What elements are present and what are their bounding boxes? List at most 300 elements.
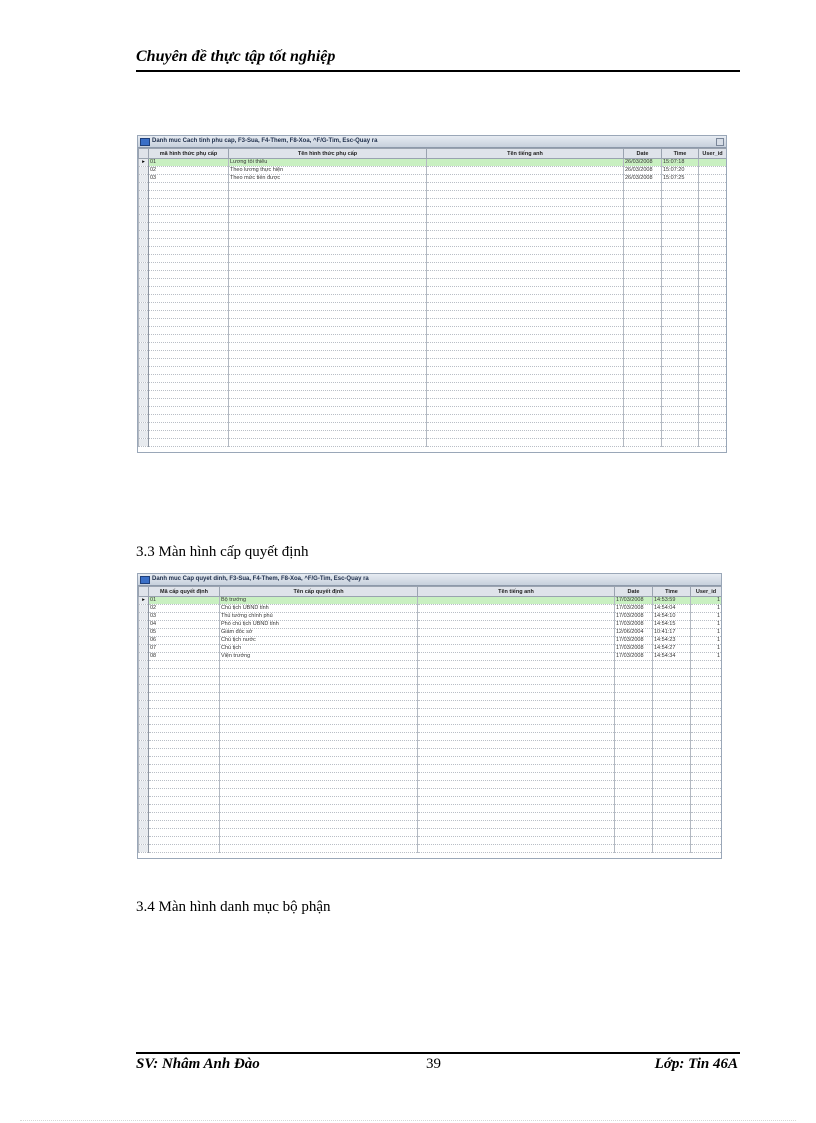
cell-name[interactable]: [220, 781, 418, 789]
table-row[interactable]: [139, 335, 727, 343]
row-indicator[interactable]: [139, 327, 149, 335]
cell-english[interactable]: [418, 773, 615, 781]
cell-time[interactable]: 14:54:04: [653, 605, 691, 613]
row-indicator[interactable]: [139, 207, 149, 215]
row-indicator[interactable]: [139, 287, 149, 295]
cell-english[interactable]: [418, 781, 615, 789]
table-row[interactable]: [139, 311, 727, 319]
row-indicator[interactable]: [139, 375, 149, 383]
cell-time[interactable]: 15:07:20: [662, 167, 699, 175]
cell-english[interactable]: [418, 789, 615, 797]
table-row[interactable]: [139, 645, 722, 653]
cell-user[interactable]: [691, 685, 722, 693]
cell-name[interactable]: [229, 439, 427, 447]
table-row[interactable]: [139, 621, 722, 629]
row-indicator[interactable]: [139, 613, 149, 621]
row-indicator[interactable]: [139, 837, 149, 845]
cell-english[interactable]: [427, 239, 624, 247]
cell-date[interactable]: [624, 223, 662, 231]
table-row[interactable]: [139, 327, 727, 335]
cell-code[interactable]: [149, 693, 220, 701]
row-indicator[interactable]: [139, 805, 149, 813]
cell-name[interactable]: [220, 661, 418, 669]
cell-name[interactable]: [220, 749, 418, 757]
cell-user[interactable]: [699, 335, 727, 343]
cell-english[interactable]: [418, 709, 615, 717]
cell-time[interactable]: [662, 351, 699, 359]
table-row[interactable]: [139, 223, 727, 231]
cell-english[interactable]: [427, 223, 624, 231]
cell-code[interactable]: [149, 781, 220, 789]
cell-date[interactable]: [624, 351, 662, 359]
cell-user[interactable]: [699, 399, 727, 407]
table-row[interactable]: [139, 797, 722, 805]
cell-code[interactable]: [149, 191, 229, 199]
cell-name[interactable]: [229, 303, 427, 311]
cell-code[interactable]: [149, 837, 220, 845]
cell-name[interactable]: [229, 359, 427, 367]
cell-english[interactable]: [427, 263, 624, 271]
cell-user[interactable]: [691, 837, 722, 845]
cell-english[interactable]: [418, 821, 615, 829]
cell-user[interactable]: [699, 311, 727, 319]
cell-date[interactable]: [615, 781, 653, 789]
cell-date[interactable]: 12/06/2004: [615, 629, 653, 637]
table-row[interactable]: [139, 765, 722, 773]
cell-time[interactable]: 14:54:23: [653, 637, 691, 645]
cell-date[interactable]: [615, 845, 653, 853]
cell-code[interactable]: [149, 415, 229, 423]
table-row[interactable]: [139, 733, 722, 741]
cell-code[interactable]: [149, 279, 229, 287]
row-indicator[interactable]: [139, 845, 149, 853]
row-indicator[interactable]: [139, 167, 149, 175]
table-row[interactable]: [139, 239, 727, 247]
cell-code[interactable]: 06: [149, 637, 220, 645]
row-indicator[interactable]: [139, 637, 149, 645]
cell-time[interactable]: [662, 263, 699, 271]
row-indicator[interactable]: [139, 749, 149, 757]
cell-name[interactable]: Viện trưởng: [220, 653, 418, 661]
cell-name[interactable]: [229, 215, 427, 223]
cell-english[interactable]: [418, 661, 615, 669]
cell-name[interactable]: Thủ tướng chính phủ: [220, 613, 418, 621]
table-row[interactable]: [139, 319, 727, 327]
cell-code[interactable]: [149, 263, 229, 271]
table-row[interactable]: [139, 271, 727, 279]
cell-user[interactable]: [699, 415, 727, 423]
cell-date[interactable]: [624, 263, 662, 271]
row-indicator[interactable]: [139, 311, 149, 319]
cell-date[interactable]: [624, 303, 662, 311]
table-row[interactable]: [139, 439, 727, 447]
cell-english[interactable]: [418, 749, 615, 757]
cell-user[interactable]: [691, 813, 722, 821]
cell-english[interactable]: [418, 741, 615, 749]
cell-english[interactable]: [418, 605, 615, 613]
cell-date[interactable]: [624, 327, 662, 335]
cell-english[interactable]: [418, 685, 615, 693]
cell-time[interactable]: [662, 399, 699, 407]
cell-english[interactable]: [418, 805, 615, 813]
row-indicator[interactable]: [139, 247, 149, 255]
cell-time[interactable]: [653, 677, 691, 685]
cell-date[interactable]: [624, 255, 662, 263]
cell-english[interactable]: [427, 311, 624, 319]
close-icon[interactable]: [716, 138, 724, 146]
cell-time[interactable]: [662, 343, 699, 351]
cell-time[interactable]: [653, 805, 691, 813]
cell-code[interactable]: [149, 757, 220, 765]
cell-code[interactable]: [149, 669, 220, 677]
cell-user[interactable]: [699, 175, 727, 183]
cell-date[interactable]: [624, 271, 662, 279]
cell-english[interactable]: [427, 247, 624, 255]
cell-time[interactable]: [662, 239, 699, 247]
row-indicator[interactable]: [139, 661, 149, 669]
table-row[interactable]: [139, 431, 727, 439]
cell-date[interactable]: [615, 837, 653, 845]
cell-time[interactable]: [662, 215, 699, 223]
cell-name[interactable]: [220, 709, 418, 717]
cell-date[interactable]: [624, 207, 662, 215]
cell-code[interactable]: 01: [149, 597, 220, 605]
row-indicator[interactable]: [139, 407, 149, 415]
cell-english[interactable]: [427, 255, 624, 263]
cell-name[interactable]: Chủ tịch UBND tỉnh: [220, 605, 418, 613]
cell-user[interactable]: [699, 391, 727, 399]
cell-time[interactable]: [653, 693, 691, 701]
cell-date[interactable]: [624, 239, 662, 247]
table-row[interactable]: [139, 359, 727, 367]
cell-english[interactable]: [427, 215, 624, 223]
cell-code[interactable]: [149, 295, 229, 303]
cell-english[interactable]: [427, 391, 624, 399]
table-row[interactable]: [139, 805, 722, 813]
cell-code[interactable]: 02: [149, 605, 220, 613]
cell-time[interactable]: [653, 749, 691, 757]
cell-time[interactable]: 15:07:18: [662, 159, 699, 167]
cell-date[interactable]: [624, 319, 662, 327]
row-indicator[interactable]: [139, 239, 149, 247]
row-indicator[interactable]: [139, 653, 149, 661]
row-indicator[interactable]: [139, 677, 149, 685]
row-indicator[interactable]: [139, 343, 149, 351]
cell-date[interactable]: [615, 725, 653, 733]
cell-date[interactable]: [615, 677, 653, 685]
row-indicator[interactable]: [139, 199, 149, 207]
table-row[interactable]: [139, 399, 727, 407]
cell-date[interactable]: [615, 821, 653, 829]
cell-time[interactable]: [653, 733, 691, 741]
cell-code[interactable]: [149, 439, 229, 447]
cell-date[interactable]: [624, 423, 662, 431]
cell-date[interactable]: [624, 383, 662, 391]
cell-name[interactable]: [220, 813, 418, 821]
row-indicator[interactable]: [139, 359, 149, 367]
table-row[interactable]: [139, 773, 722, 781]
cell-english[interactable]: [427, 383, 624, 391]
cell-user[interactable]: [691, 845, 722, 853]
cell-code[interactable]: [149, 199, 229, 207]
cell-code[interactable]: [149, 829, 220, 837]
table-row[interactable]: [139, 207, 727, 215]
cell-time[interactable]: [662, 199, 699, 207]
cell-code[interactable]: 03: [149, 175, 229, 183]
cell-name[interactable]: [229, 343, 427, 351]
row-indicator[interactable]: [139, 231, 149, 239]
cell-code[interactable]: [149, 717, 220, 725]
column-header-date[interactable]: Date: [624, 149, 662, 159]
cell-time[interactable]: [662, 295, 699, 303]
cell-name[interactable]: [229, 183, 427, 191]
cell-code[interactable]: [149, 223, 229, 231]
cell-time[interactable]: [662, 279, 699, 287]
cell-code[interactable]: [149, 399, 229, 407]
cell-user[interactable]: [699, 231, 727, 239]
cell-english[interactable]: [427, 319, 624, 327]
cell-date[interactable]: [624, 279, 662, 287]
cell-code[interactable]: [149, 773, 220, 781]
cell-user[interactable]: [699, 199, 727, 207]
row-indicator[interactable]: [139, 383, 149, 391]
cell-code[interactable]: [149, 319, 229, 327]
cell-time[interactable]: 14:53:59: [653, 597, 691, 605]
row-indicator[interactable]: [139, 829, 149, 837]
cell-name[interactable]: [220, 845, 418, 853]
row-indicator[interactable]: [139, 757, 149, 765]
table-row[interactable]: [139, 725, 722, 733]
cell-user[interactable]: [699, 159, 727, 167]
table-row[interactable]: [139, 183, 727, 191]
cell-date[interactable]: [615, 701, 653, 709]
cell-time[interactable]: [653, 781, 691, 789]
cell-time[interactable]: [653, 741, 691, 749]
cell-user[interactable]: [691, 749, 722, 757]
cell-code[interactable]: [149, 797, 220, 805]
column-header-name[interactable]: Tên cấp quyết định: [220, 587, 418, 597]
cell-user[interactable]: [699, 383, 727, 391]
cell-time[interactable]: [662, 383, 699, 391]
cell-time[interactable]: [653, 845, 691, 853]
cell-time[interactable]: [653, 701, 691, 709]
cell-name[interactable]: [229, 239, 427, 247]
cell-user[interactable]: [691, 669, 722, 677]
cell-english[interactable]: [427, 415, 624, 423]
cell-date[interactable]: [624, 287, 662, 295]
cell-date[interactable]: [615, 829, 653, 837]
cell-name[interactable]: [220, 693, 418, 701]
cell-user[interactable]: [699, 431, 727, 439]
cell-date[interactable]: 17/03/2008: [615, 645, 653, 653]
cell-name[interactable]: Theo lương thực hiện: [229, 167, 427, 175]
cell-user[interactable]: [699, 279, 727, 287]
cell-code[interactable]: [149, 661, 220, 669]
cell-english[interactable]: [427, 343, 624, 351]
cell-date[interactable]: 26/03/2008: [624, 175, 662, 183]
cell-user[interactable]: [691, 765, 722, 773]
table-row[interactable]: [139, 789, 722, 797]
cell-code[interactable]: 05: [149, 629, 220, 637]
cell-english[interactable]: [427, 167, 624, 175]
cell-code[interactable]: [149, 845, 220, 853]
cell-code[interactable]: [149, 431, 229, 439]
table-row[interactable]: [139, 845, 722, 853]
cell-name[interactable]: Chủ tịch: [220, 645, 418, 653]
row-indicator[interactable]: [139, 765, 149, 773]
cell-user[interactable]: [691, 821, 722, 829]
cell-code[interactable]: [149, 805, 220, 813]
cell-code[interactable]: [149, 391, 229, 399]
row-indicator[interactable]: [139, 621, 149, 629]
cell-english[interactable]: [418, 733, 615, 741]
table-row[interactable]: [139, 231, 727, 239]
cell-time[interactable]: [662, 271, 699, 279]
cell-user[interactable]: 1: [691, 629, 722, 637]
cell-english[interactable]: [418, 757, 615, 765]
table-row[interactable]: [139, 351, 727, 359]
cell-code[interactable]: [149, 335, 229, 343]
cell-time[interactable]: [653, 685, 691, 693]
cell-time[interactable]: [653, 829, 691, 837]
cell-name[interactable]: Chủ tịch nước: [220, 637, 418, 645]
column-header-code[interactable]: mã hình thức phụ cấp: [149, 149, 229, 159]
cell-code[interactable]: [149, 701, 220, 709]
cell-code[interactable]: [149, 821, 220, 829]
cell-code[interactable]: [149, 351, 229, 359]
cell-user[interactable]: [699, 407, 727, 415]
column-header-time[interactable]: Time: [653, 587, 691, 597]
cell-english[interactable]: [418, 597, 615, 605]
cell-time[interactable]: [662, 183, 699, 191]
cell-code[interactable]: [149, 239, 229, 247]
cell-user[interactable]: [699, 327, 727, 335]
column-header-name[interactable]: Tên hình thức phụ cấp: [229, 149, 427, 159]
table-row[interactable]: [139, 255, 727, 263]
cell-time[interactable]: [662, 439, 699, 447]
cell-date[interactable]: [615, 717, 653, 725]
row-indicator[interactable]: ▸: [139, 159, 149, 167]
cell-date[interactable]: [615, 741, 653, 749]
cell-time[interactable]: [662, 415, 699, 423]
cell-date[interactable]: [624, 439, 662, 447]
table-row[interactable]: [139, 167, 727, 175]
cell-time[interactable]: [662, 367, 699, 375]
cell-time[interactable]: [653, 717, 691, 725]
row-indicator[interactable]: [139, 709, 149, 717]
table-row[interactable]: [139, 375, 727, 383]
cell-user[interactable]: [691, 797, 722, 805]
cell-time[interactable]: [653, 709, 691, 717]
cell-name[interactable]: [220, 773, 418, 781]
cell-name[interactable]: [229, 327, 427, 335]
cell-code[interactable]: 02: [149, 167, 229, 175]
table-row[interactable]: [139, 383, 727, 391]
cell-time[interactable]: 10:41:17: [653, 629, 691, 637]
cell-time[interactable]: 14:54:27: [653, 645, 691, 653]
cell-english[interactable]: [427, 335, 624, 343]
table-row[interactable]: [139, 717, 722, 725]
cell-user[interactable]: [699, 167, 727, 175]
cell-user[interactable]: 1: [691, 597, 722, 605]
cell-date[interactable]: [624, 199, 662, 207]
cell-name[interactable]: [229, 279, 427, 287]
cell-english[interactable]: [427, 287, 624, 295]
table-row[interactable]: [139, 191, 727, 199]
cell-name[interactable]: [220, 677, 418, 685]
cell-date[interactable]: [624, 391, 662, 399]
column-header-time[interactable]: Time: [662, 149, 699, 159]
cell-name[interactable]: [229, 263, 427, 271]
cell-date[interactable]: [624, 311, 662, 319]
cell-user[interactable]: [699, 295, 727, 303]
cell-user[interactable]: [691, 701, 722, 709]
row-indicator[interactable]: [139, 781, 149, 789]
row-indicator[interactable]: [139, 701, 149, 709]
cell-english[interactable]: [427, 271, 624, 279]
cell-english[interactable]: [427, 175, 624, 183]
cell-name[interactable]: [229, 223, 427, 231]
cell-user[interactable]: 1: [691, 621, 722, 629]
cell-english[interactable]: [418, 845, 615, 853]
cell-date[interactable]: [615, 669, 653, 677]
cell-name[interactable]: [220, 669, 418, 677]
cell-english[interactable]: [427, 303, 624, 311]
cell-name[interactable]: [229, 351, 427, 359]
cell-name[interactable]: [229, 431, 427, 439]
cell-code[interactable]: [149, 303, 229, 311]
cell-time[interactable]: [653, 669, 691, 677]
cell-date[interactable]: [615, 773, 653, 781]
cell-name[interactable]: Lương tối thiểu: [229, 159, 427, 167]
cell-user[interactable]: [699, 375, 727, 383]
cell-name[interactable]: [229, 391, 427, 399]
row-indicator[interactable]: [139, 821, 149, 829]
row-indicator[interactable]: [139, 295, 149, 303]
table-row[interactable]: [139, 693, 722, 701]
table-row[interactable]: [139, 415, 727, 423]
cell-name[interactable]: [220, 725, 418, 733]
cell-english[interactable]: [418, 653, 615, 661]
cell-name[interactable]: Bộ trưởng: [220, 597, 418, 605]
cell-name[interactable]: [229, 255, 427, 263]
cell-time[interactable]: 14:54:34: [653, 653, 691, 661]
cell-code[interactable]: [149, 677, 220, 685]
row-indicator[interactable]: [139, 175, 149, 183]
cell-name[interactable]: [229, 383, 427, 391]
cell-english[interactable]: [427, 439, 624, 447]
cell-time[interactable]: [662, 375, 699, 383]
table-row[interactable]: [139, 279, 727, 287]
cell-date[interactable]: [624, 359, 662, 367]
cell-code[interactable]: [149, 183, 229, 191]
cell-time[interactable]: [662, 423, 699, 431]
table-row[interactable]: [139, 661, 722, 669]
cell-date[interactable]: [615, 733, 653, 741]
row-indicator[interactable]: [139, 319, 149, 327]
cell-code[interactable]: [149, 327, 229, 335]
row-indicator[interactable]: [139, 223, 149, 231]
cell-code[interactable]: [149, 271, 229, 279]
cell-user[interactable]: [691, 773, 722, 781]
cell-date[interactable]: 26/03/2008: [624, 159, 662, 167]
cell-user[interactable]: [699, 439, 727, 447]
cell-time[interactable]: [662, 407, 699, 415]
cell-name[interactable]: [229, 415, 427, 423]
cell-user[interactable]: [699, 343, 727, 351]
cell-date[interactable]: [624, 431, 662, 439]
cell-time[interactable]: [662, 231, 699, 239]
